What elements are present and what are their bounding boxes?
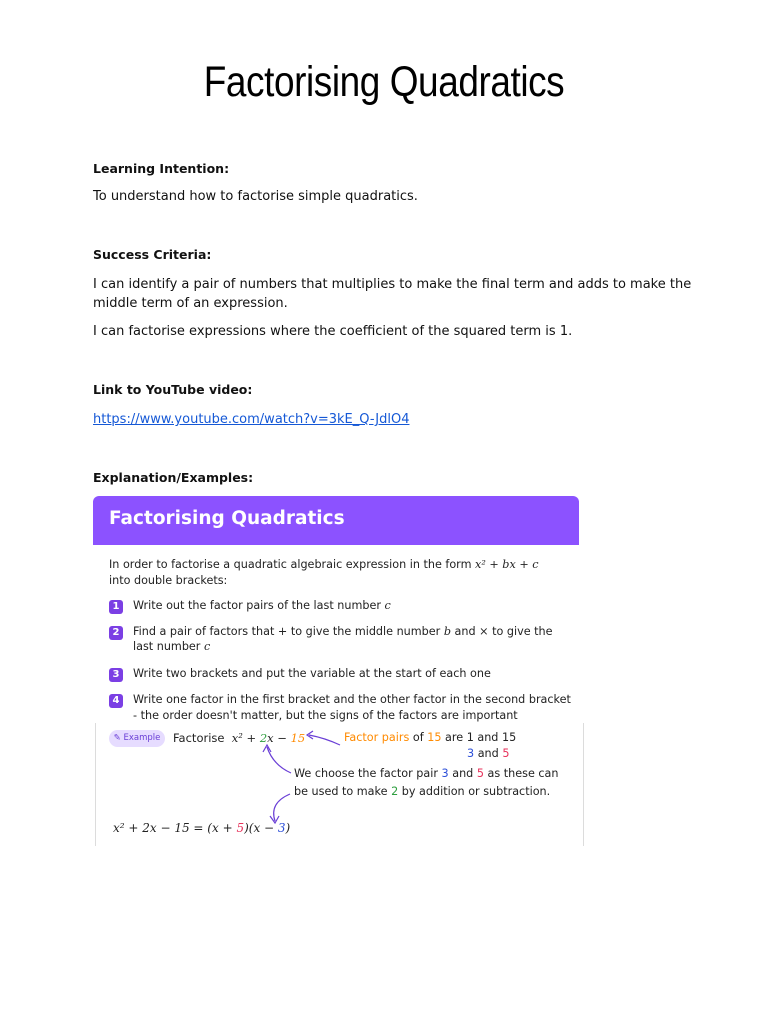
step-3-text: Write two brackets and put the variable at the start of each one — [133, 667, 491, 680]
learning-intention-text: To understand how to factorise simple quadratics. — [93, 189, 418, 204]
step-4-text-line-2: - the order doesn't matter, but the signs of the factors are important — [133, 709, 518, 722]
step-2-number: 2 — [109, 626, 123, 640]
arrow-to-result — [274, 794, 290, 821]
step-2-text-line-1: Find a pair of factors that + to give the middle number b and × to give the — [133, 625, 553, 638]
intro-form: x² + bx + c — [475, 558, 539, 571]
example-border-right — [583, 723, 584, 846]
explanation-card — [93, 496, 579, 848]
youtube-link[interactable]: https://www.youtube.com/watch?v=3kE_Q-JdlO4 — [93, 412, 410, 427]
factor-pairs-line-2: 3 and 5 — [467, 747, 510, 760]
card-body — [93, 545, 579, 848]
intro-line-1: In order to factorise a quadratic algebraic expression in the form x² + bx + c — [109, 558, 539, 571]
success-criteria-item-1: I can identify a pair of numbers that multiplies to make the final term and adds to make the middle term of an expression. — [93, 277, 692, 311]
example-badge: ✎ Example — [109, 730, 165, 747]
step-1-text: Write out the factor pairs of the last number c — [133, 599, 391, 612]
pencil-icon: ✎ — [113, 733, 121, 743]
factor-pairs-line-1: Factor pairs of 15 are 1 and 15 — [344, 731, 517, 744]
step-1-number: 1 — [109, 600, 123, 614]
choose-line-2: be used to make 2 by addition or subtraction. — [294, 785, 551, 798]
intro-line-2: into double brackets: — [109, 574, 228, 587]
learning-intention-heading: Learning Intention: — [93, 161, 230, 176]
youtube-link-row — [93, 410, 693, 429]
success-criteria-heading: Success Criteria: — [93, 247, 212, 262]
video-heading: Link to YouTube video: — [93, 382, 253, 397]
explanation-heading: Explanation/Examples: — [93, 470, 254, 485]
success-criteria-item-2: I can factorise expressions where the coefficient of the squared term is 1. — [93, 324, 573, 339]
card-header — [93, 496, 579, 545]
arrows-overlay — [93, 545, 579, 848]
page-title: Factorising Quadratics — [203, 58, 565, 106]
card-title: Factorising Quadratics — [109, 508, 345, 529]
step-3-number: 3 — [109, 668, 123, 682]
result-equation: x² + 2x − 15 = (x + 5)(x − 3) — [113, 821, 291, 835]
step-4-text-line-1: Write one factor in the first bracket and the other factor in the second bracket — [133, 693, 571, 706]
arrow-to-constant — [309, 735, 340, 745]
step-4-number: 4 — [109, 694, 123, 708]
step-2-text-line-2: last number c — [133, 640, 211, 653]
choose-line-1: We choose the factor pair 3 and 5 as these can — [294, 767, 559, 780]
example-prompt: Factorise x² + 2x − 15 — [173, 731, 306, 745]
